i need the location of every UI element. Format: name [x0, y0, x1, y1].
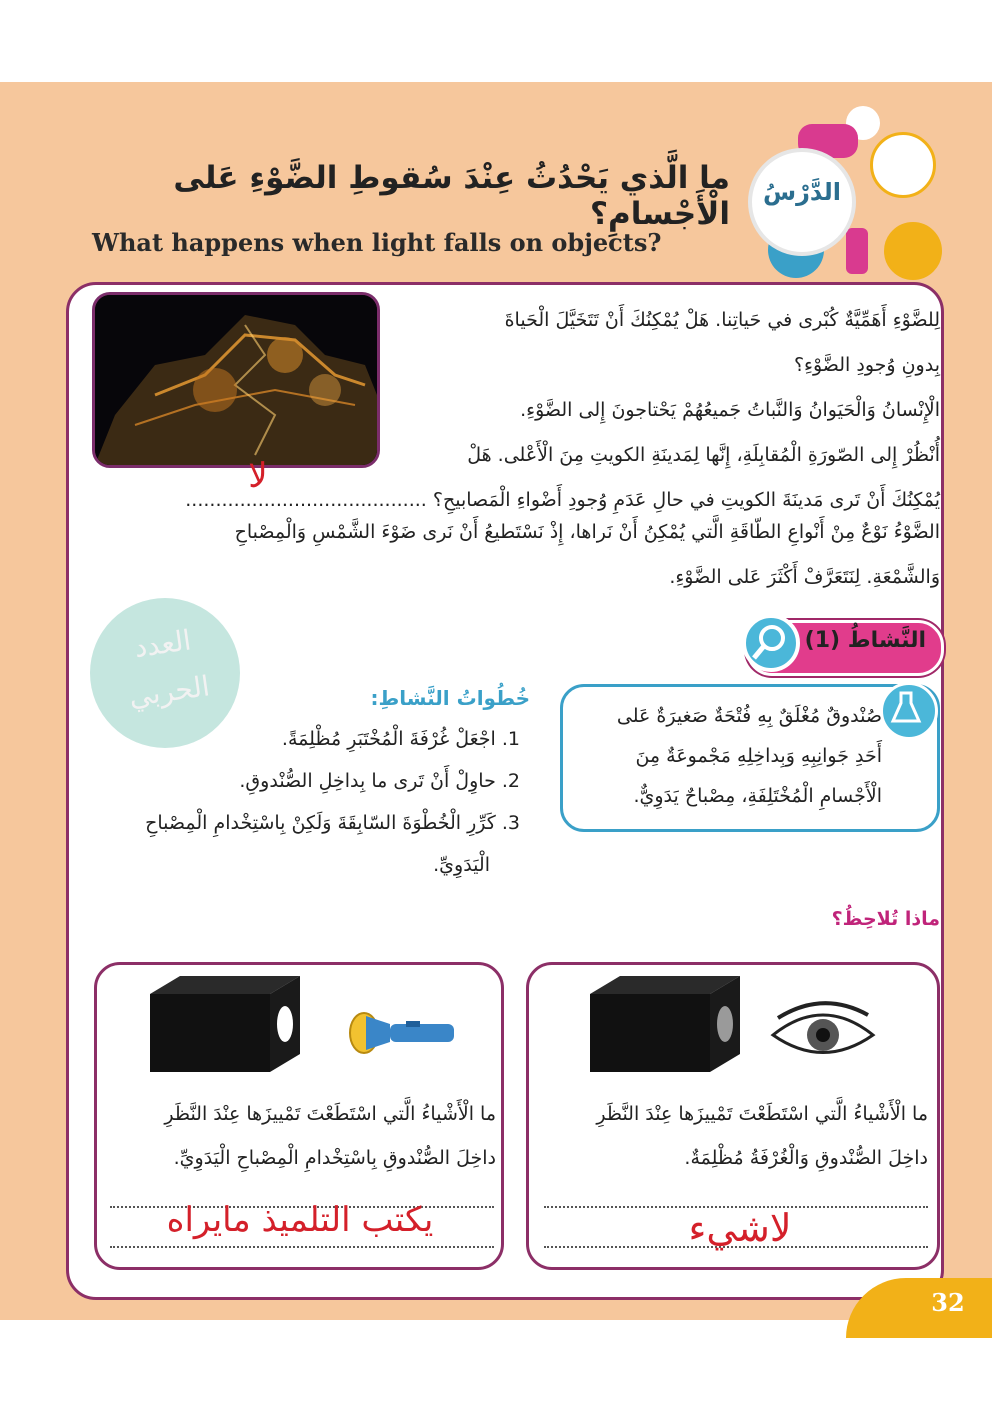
- page-number: 32: [931, 1288, 965, 1317]
- magnifier-icon: [742, 614, 800, 672]
- handwritten-answer: لاشيء: [688, 1206, 792, 1250]
- tools-line: الْأَجْسامِ الْمُخْتَلِفَةِ، مِصْباحٌ يَدَوِيٌّ.: [633, 785, 882, 807]
- card-question-line: داخِلَ الصُّنْدوقِ بِاسْتِخْدامِ الْمِصْباحِ الْيَدَوِيِّ.: [173, 1147, 496, 1169]
- answer-dotted-line: [110, 1246, 494, 1248]
- light-energy-paragraph: [94, 510, 940, 600]
- stamp-line: العدد: [132, 623, 194, 665]
- activity-step: 1. اجْعَلْ غُرْفَةَ الْمُخْتَبَرِ مُظْلِمَةً.: [281, 728, 520, 750]
- steps-title: خُطُواتُ النَّشاطِ:: [370, 686, 530, 710]
- city-lights-image: [95, 295, 377, 465]
- card-question-line: ما الْأَشْياءُ الَّتي اسْتَطَعْتَ تَمْييزَها عِنْدَ النَّظَرِ: [164, 1103, 496, 1125]
- eye-icon: [768, 1000, 878, 1070]
- tools-line: أَحَدِ جَوانِبِهِ وَبِداخِلِهِ مَجْموعَةٌ مِنَ: [635, 745, 882, 767]
- intro-line: الْإِنْسانُ وَالْحَيَوانُ وَالنَّباتُ جَميعُهُمْ يَحْتاجونَ إِلى الضَّوْءِ.: [520, 399, 940, 421]
- activity-step: 3. كَرِّرِ الْخُطْوَةَ السّابِقَةَ وَلَكِنْ بِاسْتِخْدامِ الْمِصْباحِ: [145, 812, 520, 834]
- activity-label: النَّشاطُ (1): [804, 628, 926, 653]
- intro-line: لِلضَّوْءِ أَهَمِّيَّةٌ كُبْرى في حَياتِنا. هَلْ يُمْكِنُكَ أَنْ تَتَخَيَّلَ الْحَياةَ: [504, 309, 940, 331]
- activity-step: 2. حاوِلْ أَنْ تَرى ما بِداخِلِ الصُّنْدوقِ.: [239, 770, 520, 792]
- stamp-text: [90, 611, 242, 726]
- handwritten-answer: يكتب التلميذ مايراه: [166, 1200, 434, 1240]
- handwritten-answer-no: لا: [248, 456, 268, 496]
- intro-line: أُنْظُرْ إِلى الصّورَةِ الْمُقابِلَةِ، إِنَّها لِمَدينَةِ الكويتِ مِنَ الْأَعْلى. هَلْ: [467, 444, 940, 466]
- lesson-badge-label: الدَّرْسُ: [762, 178, 842, 206]
- intro-question-line: يُمْكِنُكَ أَنْ تَرى مَدينَةَ الكويتِ في حالِ عَدَمِ وُجودِ أَضْواءِ الْمَصابيحِ؟ ........................................: [185, 489, 940, 511]
- para-line: وَالشَّمْعَةِ. لِنَتَعَرَّفْ أَكْثَرَ عَلى الضَّوْءِ.: [669, 566, 940, 588]
- dark-box-image: [140, 974, 300, 1074]
- stamp-line: الحربي: [126, 669, 212, 714]
- dark-box-image: [580, 974, 740, 1074]
- lab-flask-icon: [880, 682, 938, 740]
- intro-paragraph: [384, 298, 940, 478]
- card-question-line: ما الْأَشْياءُ الَّتي اسْتَطَعْتَ تَمْييزَها عِنْدَ النَّظَرِ: [596, 1103, 928, 1125]
- lesson-title-arabic: ما الَّذي يَحْدُثُ عِنْدَ سُقوطِ الضَّوْءِ عَلى الْأَجْسامِ؟: [173, 160, 730, 232]
- intro-line: بِدونِ وُجودِ الضَّوْءِ؟: [793, 354, 940, 376]
- para-line: الضَّوْءُ نَوْعٌ مِنْ أَنْواعِ الطّاقَةِ الَّتي يُمْكِنُ أَنْ نَراها، إِذْ نَسْتَطيعُ أَنْ نَرى ضَوْءَ الشَّمْسِ وَالْمِصْباحِ: [234, 521, 940, 543]
- observe-heading: ماذا تُلاحِظُ؟: [831, 908, 940, 930]
- tools-line: صُنْدوقٌ مُغْلَقٌ بِهِ فُتْحَةٌ صَغيرَةٌ عَلى: [616, 705, 882, 727]
- bulb-icon: [846, 228, 868, 274]
- tools-text: [572, 696, 882, 816]
- lesson-title-english: What happens when light falls on objects?: [92, 228, 662, 257]
- gauge-icon: [884, 222, 942, 280]
- activity-step: الْيَدَوِيِّ.: [433, 854, 490, 876]
- kuwait-night-photo: [92, 292, 380, 468]
- card-question-line: داخِلَ الصُّنْدوقِ وَالْغُرْفَةُ مُظْلِمَةٌ.: [684, 1147, 928, 1169]
- mirror-icon: [870, 132, 936, 198]
- flashlight-icon: [346, 1008, 460, 1058]
